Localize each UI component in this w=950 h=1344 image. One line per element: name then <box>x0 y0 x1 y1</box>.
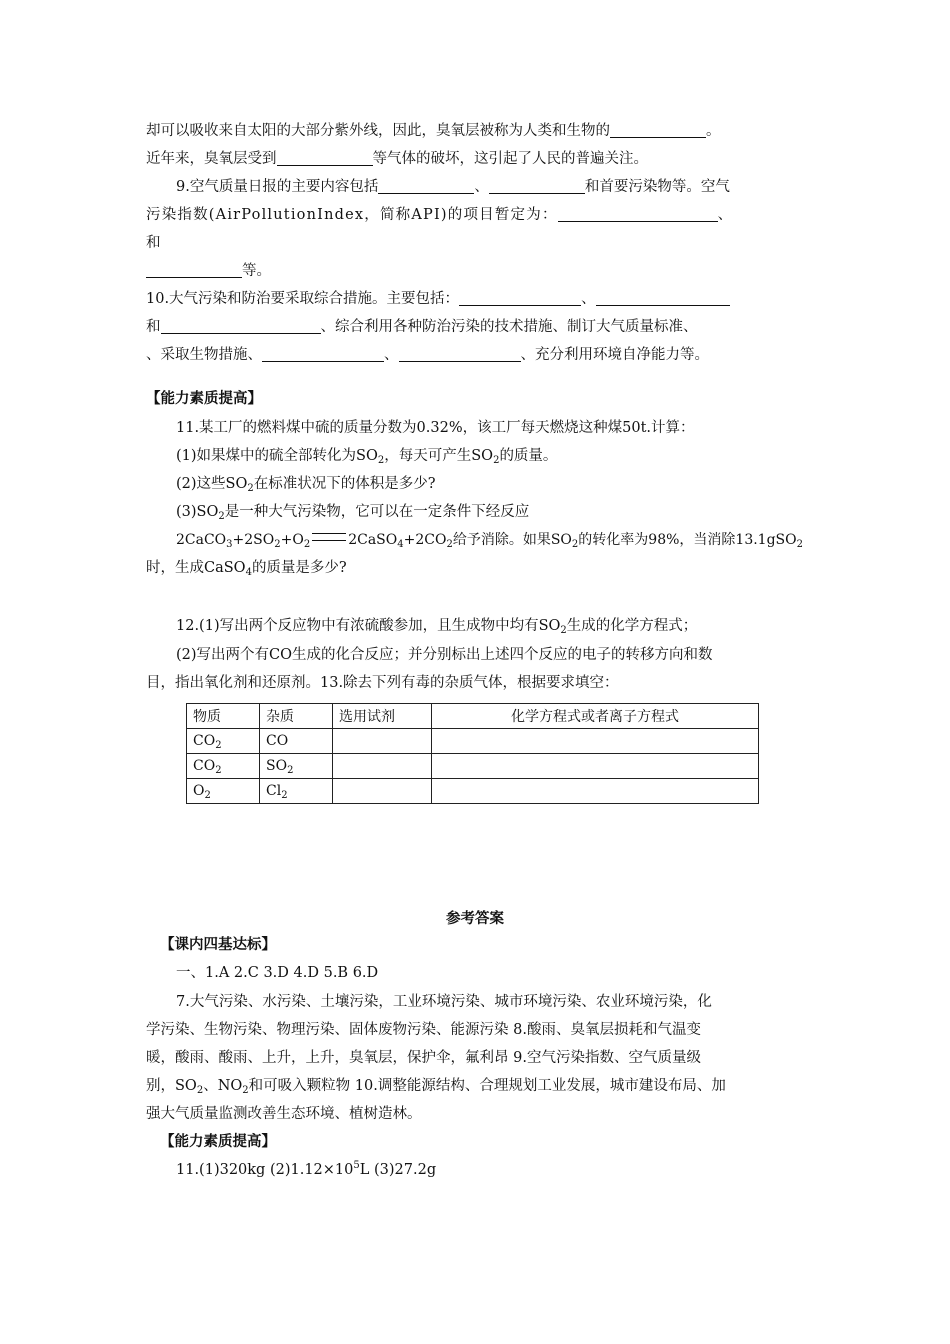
table-row <box>187 729 759 754</box>
text: 和 <box>146 235 161 251</box>
subscript: 2 <box>242 1085 249 1096</box>
text: L (3)27.2g <box>359 1162 437 1178</box>
question-11-end <box>146 558 347 578</box>
text: 生成的化学方程式； <box>566 618 698 634</box>
text: CO <box>266 733 289 749</box>
subscript: 2 <box>218 511 225 522</box>
reagent-cell[interactable] <box>333 754 432 779</box>
text: 在标准状况下的体积是多少? <box>253 476 436 492</box>
table-cell <box>187 779 260 804</box>
text: 、采取生物措施、 <box>146 347 262 363</box>
subscript: 3 <box>226 539 233 550</box>
answer-blank[interactable] <box>161 317 321 334</box>
text: O <box>193 783 205 799</box>
text: 是一种大气污染物，它可以在一定条件下经反应 <box>224 504 530 520</box>
subscript: 2 <box>446 539 453 550</box>
subscript: 2 <box>287 765 294 776</box>
answer-line-7-3: 暖，酸雨、酸雨、上升，上升，臭氧层，保护伞，氟利昂 9.空气污染指数、空气质量级 <box>146 1050 701 1066</box>
table-header-row <box>187 704 759 729</box>
subscript: 2 <box>571 539 579 550</box>
answers-title: 参考答案 <box>446 911 504 927</box>
subscript: 2 <box>377 455 385 466</box>
line-ozone-2 <box>146 149 648 169</box>
answer-blank[interactable] <box>489 177 585 194</box>
table-cell <box>260 779 333 804</box>
text: ，每天可产生SO <box>384 448 494 464</box>
reagent-cell[interactable] <box>333 729 432 754</box>
subscript: 2 <box>204 790 211 801</box>
question-9-line-2 <box>146 205 732 225</box>
answer-blank[interactable] <box>610 121 706 138</box>
section-heading-ability-answers: 【能力素质提高】 <box>160 1134 276 1150</box>
answer-blank[interactable] <box>596 289 730 306</box>
equals-sign-icon <box>312 533 346 541</box>
subscript: 4 <box>245 567 252 578</box>
text: +2CO <box>403 532 447 548</box>
text: 近年来，臭氧层受到 <box>146 151 277 167</box>
table-header-cell: 化学方程式或者离子方程式 <box>432 704 759 729</box>
answer-line-1: 一、1.A 2.C 3.D 4.D 5.B 6.D <box>176 965 379 981</box>
text: 的质量是多少? <box>251 560 347 576</box>
text: 2CaSO <box>348 532 398 548</box>
text: 、 <box>581 291 596 307</box>
question-11: 11.某工厂的燃料煤中硫的质量分数为0.32%，该工厂每天燃烧这种煤50t.计算： <box>176 420 695 436</box>
text: 9.空气质量日报的主要内容包括 <box>176 179 379 195</box>
text: 和 <box>146 319 161 335</box>
equation-cell[interactable] <box>432 779 759 804</box>
question-12-part-2: (2)写出两个有CO生成的化合反应；并分别标出上述四个反应的电子的转移方向和数 <box>176 647 713 663</box>
text: 、充分利用环境自净能力等。 <box>520 347 709 363</box>
answer-blank[interactable] <box>277 149 373 166</box>
question-11-part-3 <box>176 502 529 522</box>
section-heading-basics: 【课内四基达标】 <box>160 937 276 953</box>
table-header-cell: 杂质 <box>260 704 333 729</box>
question-10-line-1 <box>146 289 730 309</box>
impurity-table <box>186 703 759 804</box>
text: (3)SO <box>176 504 219 520</box>
text: CO <box>193 733 216 749</box>
equation-cell[interactable] <box>432 729 759 754</box>
table-cell <box>187 754 260 779</box>
text: 和可吸入颗粒物 10.调整能源结构、合理规划工业发展，城市建设布局、加 <box>248 1078 726 1094</box>
line-ozone-1 <box>146 121 721 141</box>
text: 。 <box>706 123 721 139</box>
answer-line-7-4 <box>146 1076 726 1096</box>
text: 给予消除。如果SO <box>452 532 572 548</box>
chemical-equation-line <box>176 530 803 550</box>
text: 污染指数(AirPollutionIndex，简称API)的项目暂定为： <box>146 207 558 223</box>
question-12-part-1 <box>176 616 697 636</box>
subscript: 4 <box>397 539 404 550</box>
subscript: 2 <box>493 455 500 466</box>
table-header-cell: 选用试剂 <box>333 704 432 729</box>
question-10-line-2 <box>146 317 698 337</box>
text: 别，SO <box>146 1078 197 1094</box>
table-cell <box>260 754 333 779</box>
subscript: 2 <box>560 625 567 636</box>
text: 时，生成CaSO <box>146 560 246 576</box>
text: 却可以吸收来自太阳的大部分紫外线，因此，臭氧层被称为人类和生物的 <box>146 123 610 139</box>
text: +2SO <box>232 532 275 548</box>
answer-blank[interactable] <box>459 289 581 306</box>
text: 、 <box>384 347 399 363</box>
answer-blank[interactable] <box>262 345 384 362</box>
text: 等气体的破坏，这引起了人民的普遍关注。 <box>372 151 648 167</box>
question-11-part-2 <box>176 474 436 494</box>
answer-line-11 <box>176 1160 436 1180</box>
text: 等。 <box>242 263 271 279</box>
reagent-cell[interactable] <box>333 779 432 804</box>
question-12-part-3: 目，指出氧化剂和还原剂。13.除去下列有毒的杂质气体，根据要求填空： <box>146 675 619 691</box>
text: SO <box>266 758 288 774</box>
text: CO <box>193 758 216 774</box>
answer-blank[interactable] <box>378 177 474 194</box>
text: 、NO <box>203 1078 243 1094</box>
text: 、综合利用各种防治污染的技术措施、制订大气质量标准、 <box>320 319 698 335</box>
subscript: 2 <box>215 765 222 776</box>
answer-blank[interactable] <box>399 345 521 362</box>
text: (2)这些SO <box>176 476 248 492</box>
section-heading-ability: 【能力素质提高】 <box>146 391 262 407</box>
superscript: 5 <box>353 1160 360 1171</box>
subscript: 2 <box>303 539 311 550</box>
answer-line-7-1: 7.大气污染、水污染、土壤污染，工业环境污染、城市环境污染、农业环境污染，化 <box>176 994 712 1010</box>
text: 、 <box>474 179 489 195</box>
text: 的转化率为98%，当消除13.1gSO <box>578 532 797 548</box>
question-9-line-1 <box>176 177 730 197</box>
subscript: 2 <box>196 1085 204 1096</box>
text: 2CaCO <box>176 532 227 548</box>
text: 的质量。 <box>499 448 558 464</box>
text: Cl <box>266 783 282 799</box>
subscript: 2 <box>247 483 254 494</box>
question-9-line-4 <box>146 261 271 281</box>
text: 、 <box>717 207 733 223</box>
text: 12.(1)写出两个反应物中有浓硫酸参加，且生成物中均有SO <box>176 618 561 634</box>
text: (1)如果煤中的硫全部转化为SO <box>176 448 378 464</box>
table-row <box>187 754 759 779</box>
answer-line-7-5: 强大气质量监测改善生态环境、植树造林。 <box>146 1106 422 1122</box>
text: +O <box>280 532 304 548</box>
question-9-line-3 <box>146 233 161 253</box>
question-10-line-3 <box>146 345 709 365</box>
table-row <box>187 779 759 804</box>
subscript: 2 <box>796 539 803 550</box>
equation-cell[interactable] <box>432 754 759 779</box>
answer-line-7-2: 学污染、生物污染、物理污染、固体废物污染、能源污染 8.酸雨、臭氧层损耗和气温变 <box>146 1022 701 1038</box>
text: 11.(1)320kg (2)1.12×10 <box>176 1162 354 1178</box>
text: 和首要污染物等。空气 <box>584 179 730 195</box>
table-header-cell: 物质 <box>187 704 260 729</box>
subscript: 2 <box>281 790 288 801</box>
answer-blank[interactable] <box>146 261 242 278</box>
subscript: 2 <box>274 539 281 550</box>
answer-blank[interactable] <box>558 205 718 222</box>
table-cell <box>187 729 260 754</box>
subscript: 2 <box>215 740 222 751</box>
table-cell <box>260 729 333 754</box>
question-11-part-1 <box>176 446 557 466</box>
text: 10.大气污染和防治要采取综合措施。主要包括： <box>146 291 460 307</box>
